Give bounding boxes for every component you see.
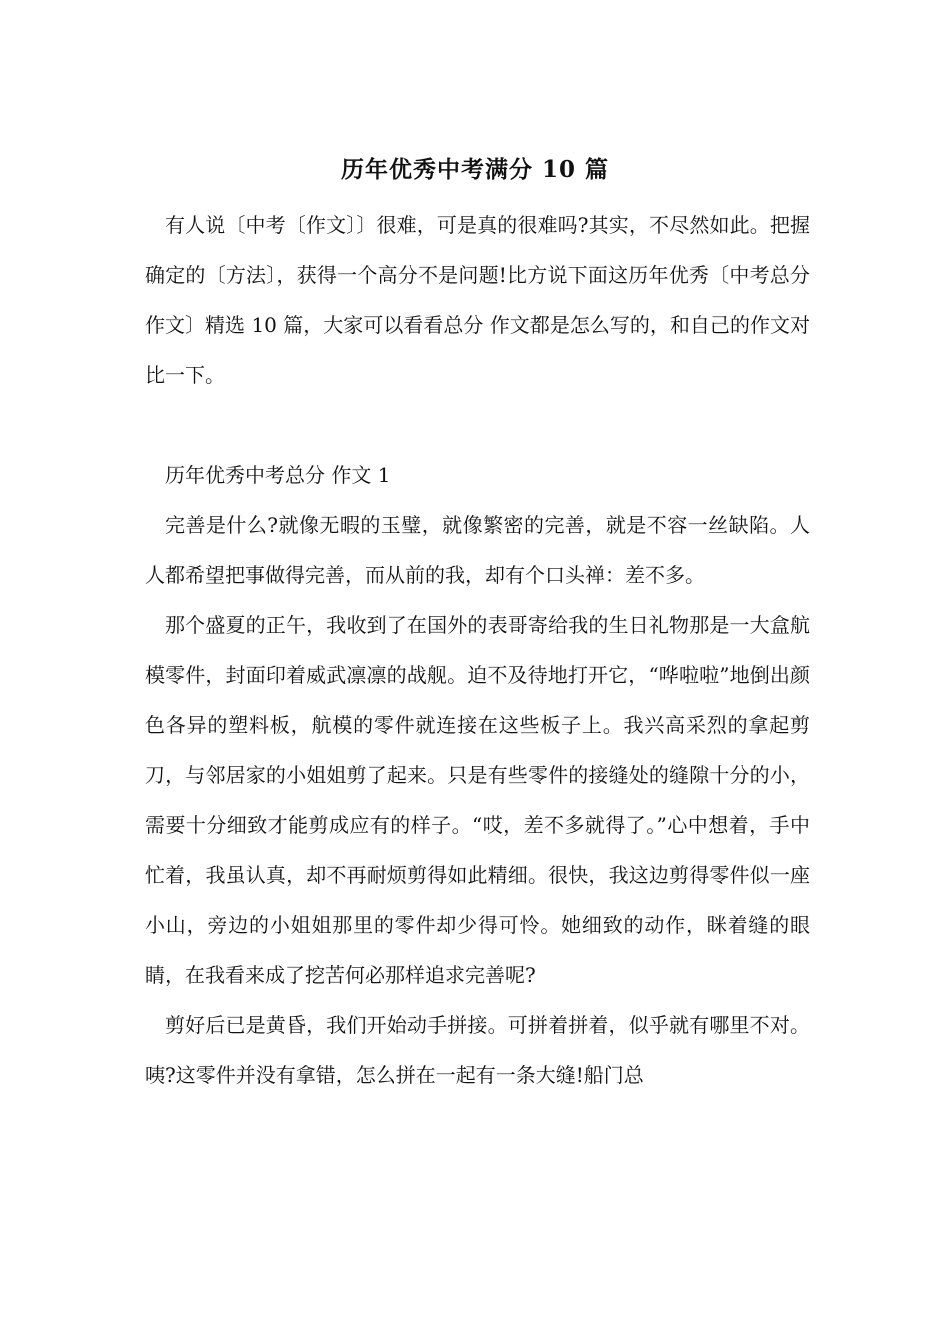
body-paragraph-3: 剪好后已是黄昏，我们开始动手拼接。可拼着拼着，似乎就有哪里不对。咦?这零件并没有拿错，怎么拼在一起有一条大缝!船门总	[145, 1013, 810, 1087]
document-title: 历年优秀中考满分 10 篇	[340, 156, 610, 183]
paragraph-spacer	[145, 400, 810, 450]
document-body	[145, 200, 810, 1100]
section-heading: 历年优秀中考总分 作文 1	[165, 463, 391, 487]
body-paragraph-2: 那个盛夏的正午，我收到了在国外的表哥寄给我的生日礼物那是一大盒航模零件，封面印着威武凛凛的战舰。迫不及待地打开它，“哗啦啦”地倒出颜色各异的塑料板，航模的零件就连接在这些板子上。我兴高采烈的拿起剪刀，与邻居家的小姐姐剪了起来。只是有些零件的接缝处的缝隙十分的小，需要十分细致才能剪成应有的样子。“哎，差不多就得了。”心中想着，手中忙着，我虽认真，却不再耐烦剪得如此精细。很快，我这边剪得零件似一座小山，旁边的小姐姐那里的零件却少得可怜。她细致的动作，眯着缝的眼睛，在我看来成了挖苦何必那样追求完善呢?	[145, 613, 810, 987]
intro-paragraph: 有人说〔中考〔作文〕〕很难，可是真的很难吗?其实，不尽然如此。把握确定的〔方法〕，获得一个高分不是问题!比方说下面这历年优秀〔中考总分 作文〕精选 10 篇，大家可以看看总分 作文都是怎么写的，和自己的作文对比一下。	[145, 213, 810, 387]
body-paragraph-1: 完善是什么?就像无暇的玉璧，就像繁密的完善，就是不容一丝缺陷。人人都希望把事做得完善，而从前的我，却有个口头禅：差不多。	[145, 513, 810, 587]
